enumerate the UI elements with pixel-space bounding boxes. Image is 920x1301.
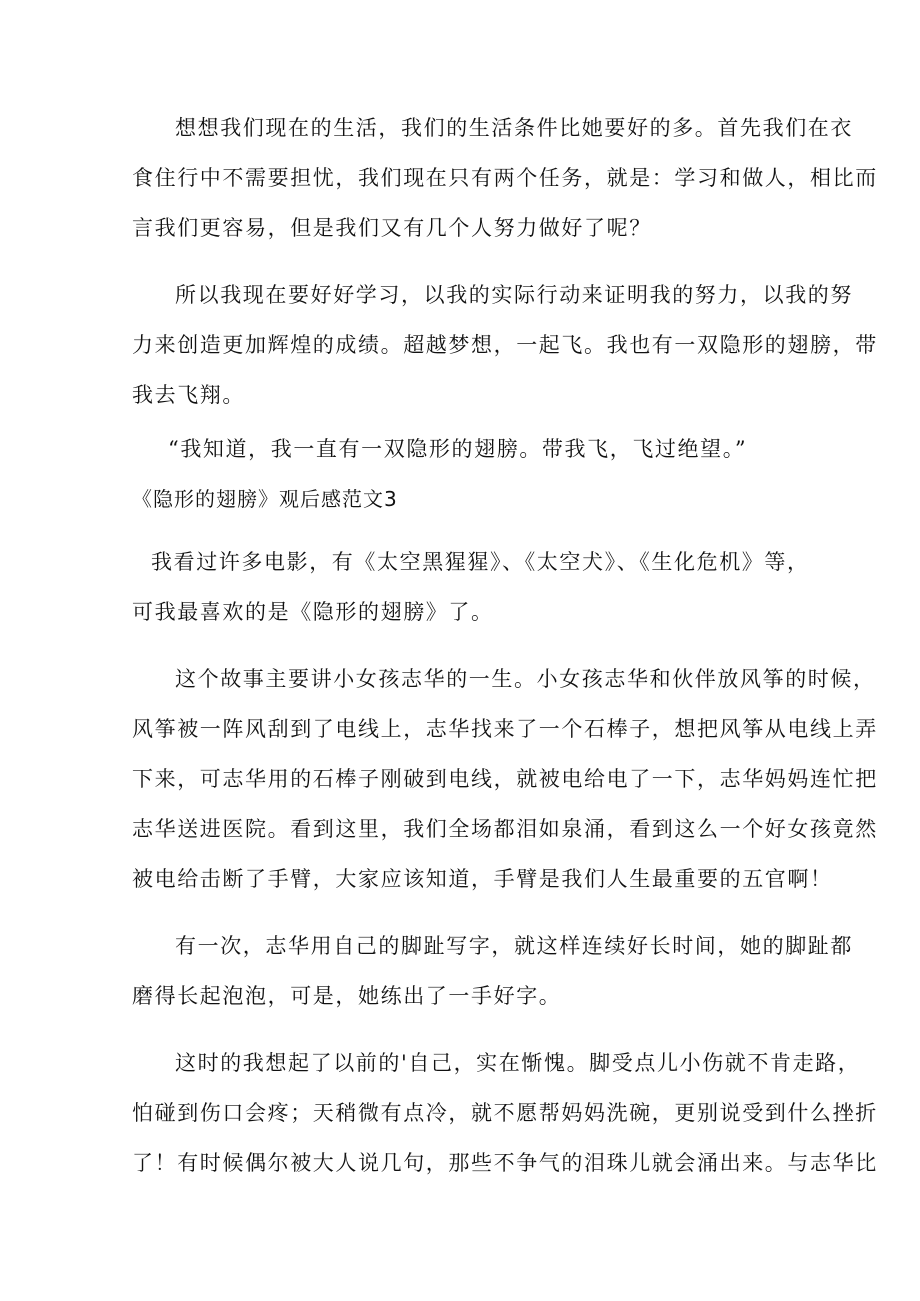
paragraph-4-line-4: 志华送进医院。看到这里，我们全场都泪如泉涌，看到这么一个好女孩竟然	[132, 817, 878, 841]
paragraph-1-line-2: 食住行中不需要担忧，我们现在只有两个任务，就是：学习和做人，相比而	[132, 166, 878, 190]
paragraph-6-line-3: 了！有时候偶尔被大人说几句，那些不争气的泪珠儿就会涌出来。与志华比	[132, 1151, 878, 1175]
paragraph-4-line-5: 被电给击断了手臂，大家应该知道，手臂是我们人生最重要的五官啊！	[132, 867, 833, 891]
paragraph-4-line-2: 风筝被一阵风刮到了电线上，志华找来了一个石棒子，想把风筝从电线上弄	[132, 717, 878, 741]
paragraph-6-line-2: 怕碰到伤口会疼；天稍微有点冷，就不愿帮妈妈洗碗，更别说受到什么挫折	[132, 1101, 878, 1125]
section-heading: 《隐形的翅膀》观后感范文3	[132, 487, 398, 511]
paragraph-4-line-3: 下来，可志华用的石棒子刚破到电线，就被电给电了一下，志华妈妈连忙把	[132, 767, 878, 791]
quote-line: “我知道，我一直有一双隐形的翅膀。带我飞，飞过绝望。”	[168, 437, 748, 461]
paragraph-2-line-1: 所以我现在要好好学习，以我的实际行动来证明我的努力，以我的努	[175, 283, 853, 307]
paragraph-6-line-1: 这时的我想起了以前的'自己，实在惭愧。脚受点儿小伤就不肯走路，	[175, 1051, 861, 1075]
paragraph-5-line-2: 磨得长起泡泡，可是，她练出了一手好字。	[132, 984, 562, 1008]
paragraph-1-line-1: 想想我们现在的生活，我们的生活条件比她要好的多。首先我们在衣	[175, 116, 853, 140]
paragraph-3-line-1: 我看过许多电影，有《太空黑猩猩》、《太空犬》、《生化危机》等，	[151, 550, 810, 574]
paragraph-3-line-2: 可我最喜欢的是《隐形的翅膀》了。	[132, 600, 494, 624]
paragraph-1-line-3: 言我们更容易，但是我们又有几个人努力做好了呢？	[132, 216, 652, 240]
paragraph-2-line-3: 我去飞翔。	[132, 383, 245, 407]
paragraph-2-line-2: 力来创造更加辉煌的成绩。超越梦想，一起飞。我也有一双隐形的翅膀，带	[132, 333, 878, 357]
paragraph-4-line-1: 这个故事主要讲小女孩志华的一生。小女孩志华和伙伴放风筝的时候，	[175, 667, 876, 691]
paragraph-5-line-1: 有一次，志华用自己的脚趾写字，就这样连续好长时间，她的脚趾都	[175, 934, 853, 958]
